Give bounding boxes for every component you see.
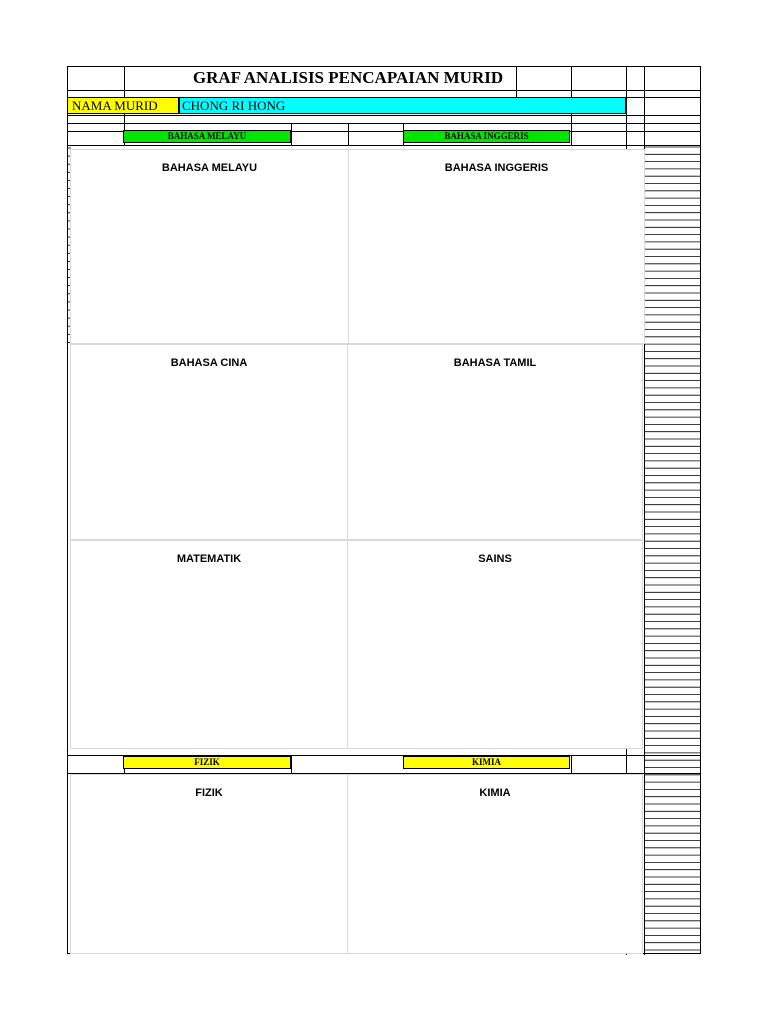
chart-title: KIMIA [479, 787, 511, 799]
chart-title: BAHASA TAMIL [453, 357, 537, 369]
subject-bar-bahasa-inggeris[interactable]: BAHASA INGGERIS [403, 130, 570, 143]
grid-line [68, 123, 700, 124]
chart-bahasa-inggeris[interactable] [348, 149, 645, 344]
chart-matematik[interactable] [70, 540, 348, 749]
grid-line [291, 123, 292, 145]
chart-title: BAHASA MELAYU [161, 162, 258, 174]
grid-line [291, 755, 292, 773]
row-lines [645, 144, 701, 954]
chart-bahasa-tamil[interactable] [347, 344, 643, 540]
grid-line [68, 90, 700, 91]
chart-title: BAHASA INGGERIS [444, 162, 549, 174]
chart-kimia[interactable] [347, 774, 643, 954]
grid-line [348, 123, 349, 145]
grid-line [571, 755, 572, 773]
grid-line [68, 115, 700, 116]
student-name-cell[interactable]: CHONG RI HONG [179, 97, 626, 114]
grid-line [68, 145, 700, 146]
chart-title: SAINS [478, 553, 512, 565]
chart-title: FIZIK [195, 787, 223, 799]
student-name-label: NAMA MURID [67, 97, 179, 114]
grid-line [516, 67, 517, 97]
chart-bahasa-melayu[interactable] [70, 149, 349, 344]
chart-bahasa-cina[interactable] [70, 344, 348, 540]
page-title: GRAF ANALISIS PENCAPAIAN MURID [192, 68, 504, 87]
chart-sains[interactable] [347, 540, 643, 749]
subject-bar-fizik[interactable]: FIZIK [123, 756, 291, 769]
subject-bar-bahasa-melayu[interactable]: BAHASA MELAYU [123, 130, 291, 143]
subject-bar-kimia[interactable]: KIMIA [403, 756, 570, 769]
chart-title: MATEMATIK [176, 553, 242, 565]
chart-fizik[interactable] [70, 774, 348, 954]
chart-title: BAHASA CINA [170, 357, 248, 369]
